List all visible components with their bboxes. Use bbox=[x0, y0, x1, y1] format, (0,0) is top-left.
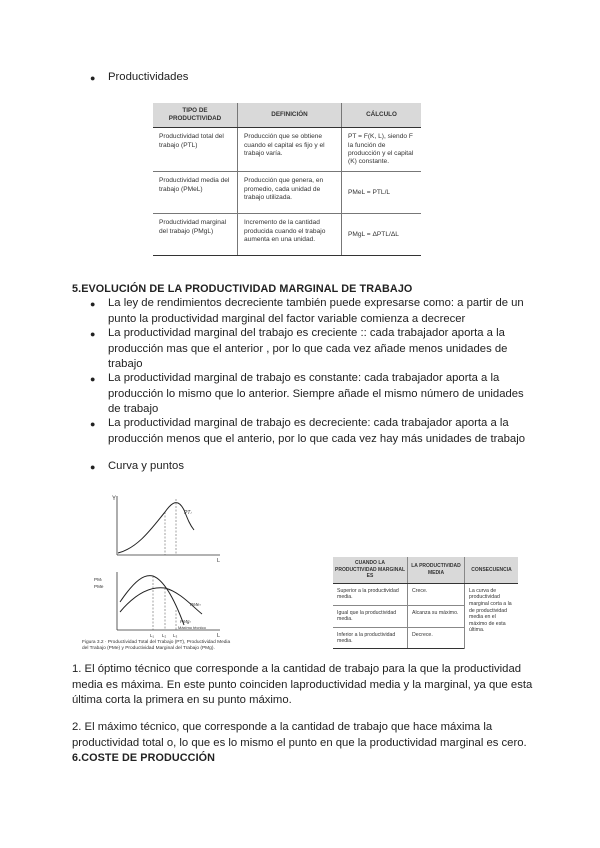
table1-header-tipo: TIPO DE PRODUCTIVIDAD bbox=[153, 103, 238, 128]
pt-label: PTₗ bbox=[184, 510, 192, 516]
tick-label: L₁ bbox=[150, 633, 155, 638]
pme-axis-label: PMe bbox=[94, 584, 104, 589]
table1-cell: Productividad marginal del trabajo (PMgL) bbox=[153, 214, 238, 256]
bullet-dot: ● bbox=[90, 419, 96, 429]
paragraph-maximo bbox=[72, 720, 527, 751]
productivity-figure bbox=[80, 490, 232, 655]
text-line: 2. El máximo técnico, que corresponde a la cantidad de trabajo que hace máxima la bbox=[72, 721, 493, 733]
table2-cell: Alcanza su máximo. bbox=[408, 605, 465, 627]
table1-cell: PMgL = ΔPTL/ΔL bbox=[342, 214, 422, 256]
text-line: productividad total o, lo que es lo mismo el punto en que la productividad marginal es cero. bbox=[72, 736, 527, 749]
pme-curve bbox=[120, 588, 202, 614]
tick-label: L₂ bbox=[162, 633, 167, 638]
table2-header: CONSECUENCIA bbox=[465, 557, 519, 583]
table1-cell: PMeL = PTL/L bbox=[342, 172, 422, 214]
marginal-media-table bbox=[333, 557, 518, 649]
table1-cell: Producción que se obtiene cuando el capital es fijo y el trabajo varía. bbox=[238, 128, 342, 172]
section5-item-2 bbox=[108, 326, 507, 373]
caption-line: Figura 3.2 · Productividad Total del Trabajo (PT), Productividad Media bbox=[82, 640, 231, 645]
section6-title: 6.COSTE DE PRODUCCIÓN bbox=[72, 752, 216, 764]
table1-cell: PT = F(K, L), siendo F la función de producción y el capital (K) constante. bbox=[342, 128, 422, 172]
text-line: La productividad marginal de trabajo es constante: cada trabajador aporta a la bbox=[108, 372, 500, 384]
l-label-top: L bbox=[217, 558, 221, 564]
caption-line: del Trabajo (PMe) y Productividad Marginal del Trabajo (PMg). bbox=[82, 645, 215, 651]
section5-item-3 bbox=[108, 371, 524, 418]
table2-cell: Inferior a la productividad media. bbox=[333, 627, 408, 648]
bullet-dot: ● bbox=[90, 73, 96, 83]
text-line: última corta la primera en su punto máximo. bbox=[72, 694, 292, 707]
text-line: La productividad marginal de trabajo es decreciente: cada trabajador aporta a la bbox=[108, 417, 509, 429]
paragraph-optimo bbox=[72, 662, 532, 709]
section5-item-4 bbox=[108, 416, 525, 447]
l-label-bottom: L bbox=[217, 633, 221, 639]
table1-cell: Producción que genera, en promedio, cada unidad de trabajo utilizada. bbox=[238, 172, 342, 214]
text-line: producción lo mismo que lo anterior. Siempre añade el mismo número de unidades bbox=[108, 387, 524, 400]
pmg-curve bbox=[120, 576, 184, 625]
text-line: producción mas que el anterior , por lo que cada vez añade menos unidades de bbox=[108, 342, 508, 355]
table1-header-definicion: DEFINICIÓN bbox=[238, 103, 342, 128]
pt-curve bbox=[118, 503, 194, 553]
text-line: media es máxima. En este punto coinciden laproductividad media y la marginal, ya que esta bbox=[72, 678, 533, 691]
tick-label: L₃ bbox=[173, 633, 178, 638]
bullet-dot: ● bbox=[90, 462, 96, 472]
text-line: 1. El óptimo técnico que corresponde a la cantidad de trabajo para la que la productividad bbox=[72, 663, 522, 675]
curva-label: Curva y puntos bbox=[108, 460, 184, 472]
text-line: La ley de rendimientos decreciente también puede expresarse como: a partir de un bbox=[108, 297, 524, 309]
pm-label: PMₗ bbox=[94, 577, 102, 582]
table1-cell: Incremento de la cantidad producida cuando el trabajo aumenta en una unidad. bbox=[238, 214, 342, 256]
y-label-top: Y bbox=[112, 496, 117, 502]
section5-title: 5.EVOLUCIÓN DE LA PRODUCTIVIDAD MARGINAL DE TRABAJO bbox=[72, 283, 413, 295]
text-line: La productividad marginal del trabajo es creciente :: cada trabajador aporta a la bbox=[108, 327, 505, 339]
text-line: producción menos que el anterio, por lo que cada vez hay más unidades de trabajo bbox=[108, 432, 525, 445]
section5-item-1 bbox=[108, 296, 524, 327]
max-tecnico-label: Máximo técnico bbox=[178, 625, 206, 630]
table2-consequence: La curva de productividad marginal corta a la de productividad media en el máximo de esta última. bbox=[465, 583, 519, 648]
bullet-dot: ● bbox=[90, 329, 96, 339]
productivity-table bbox=[153, 103, 421, 256]
productividades-label: Productividades bbox=[108, 71, 189, 83]
bullet-dot: ● bbox=[90, 374, 96, 384]
figure-caption bbox=[82, 640, 230, 652]
table2-cell: Decrece. bbox=[408, 627, 465, 648]
table2-cell: Superior a la productividad media. bbox=[333, 583, 408, 605]
pme-curve-label: PMeₗ bbox=[190, 602, 201, 607]
table2-cell: Igual que la productividad media. bbox=[333, 605, 408, 627]
text-line: punto la productividad marginal del factor variable comienza a decrecer bbox=[108, 312, 466, 325]
text-line: trabajo bbox=[108, 358, 143, 371]
table1-header-calculo: CÁLCULO bbox=[342, 103, 422, 128]
table2-header: LA PRODUCTIVIDAD MEDIA bbox=[408, 557, 465, 583]
table2-header: CUANDO LA PRODUCTIVIDAD MARGINAL ES bbox=[333, 557, 408, 583]
table1-cell: Productividad total del trabajo (PTL) bbox=[153, 128, 238, 172]
table2-cell: Crece. bbox=[408, 583, 465, 605]
table1-cell: Productividad media del trabajo (PMeL) bbox=[153, 172, 238, 214]
text-line: de trabajo bbox=[108, 403, 159, 416]
pmg-curve-label: PMgₗ bbox=[180, 619, 191, 624]
bullet-dot: ● bbox=[90, 299, 96, 309]
